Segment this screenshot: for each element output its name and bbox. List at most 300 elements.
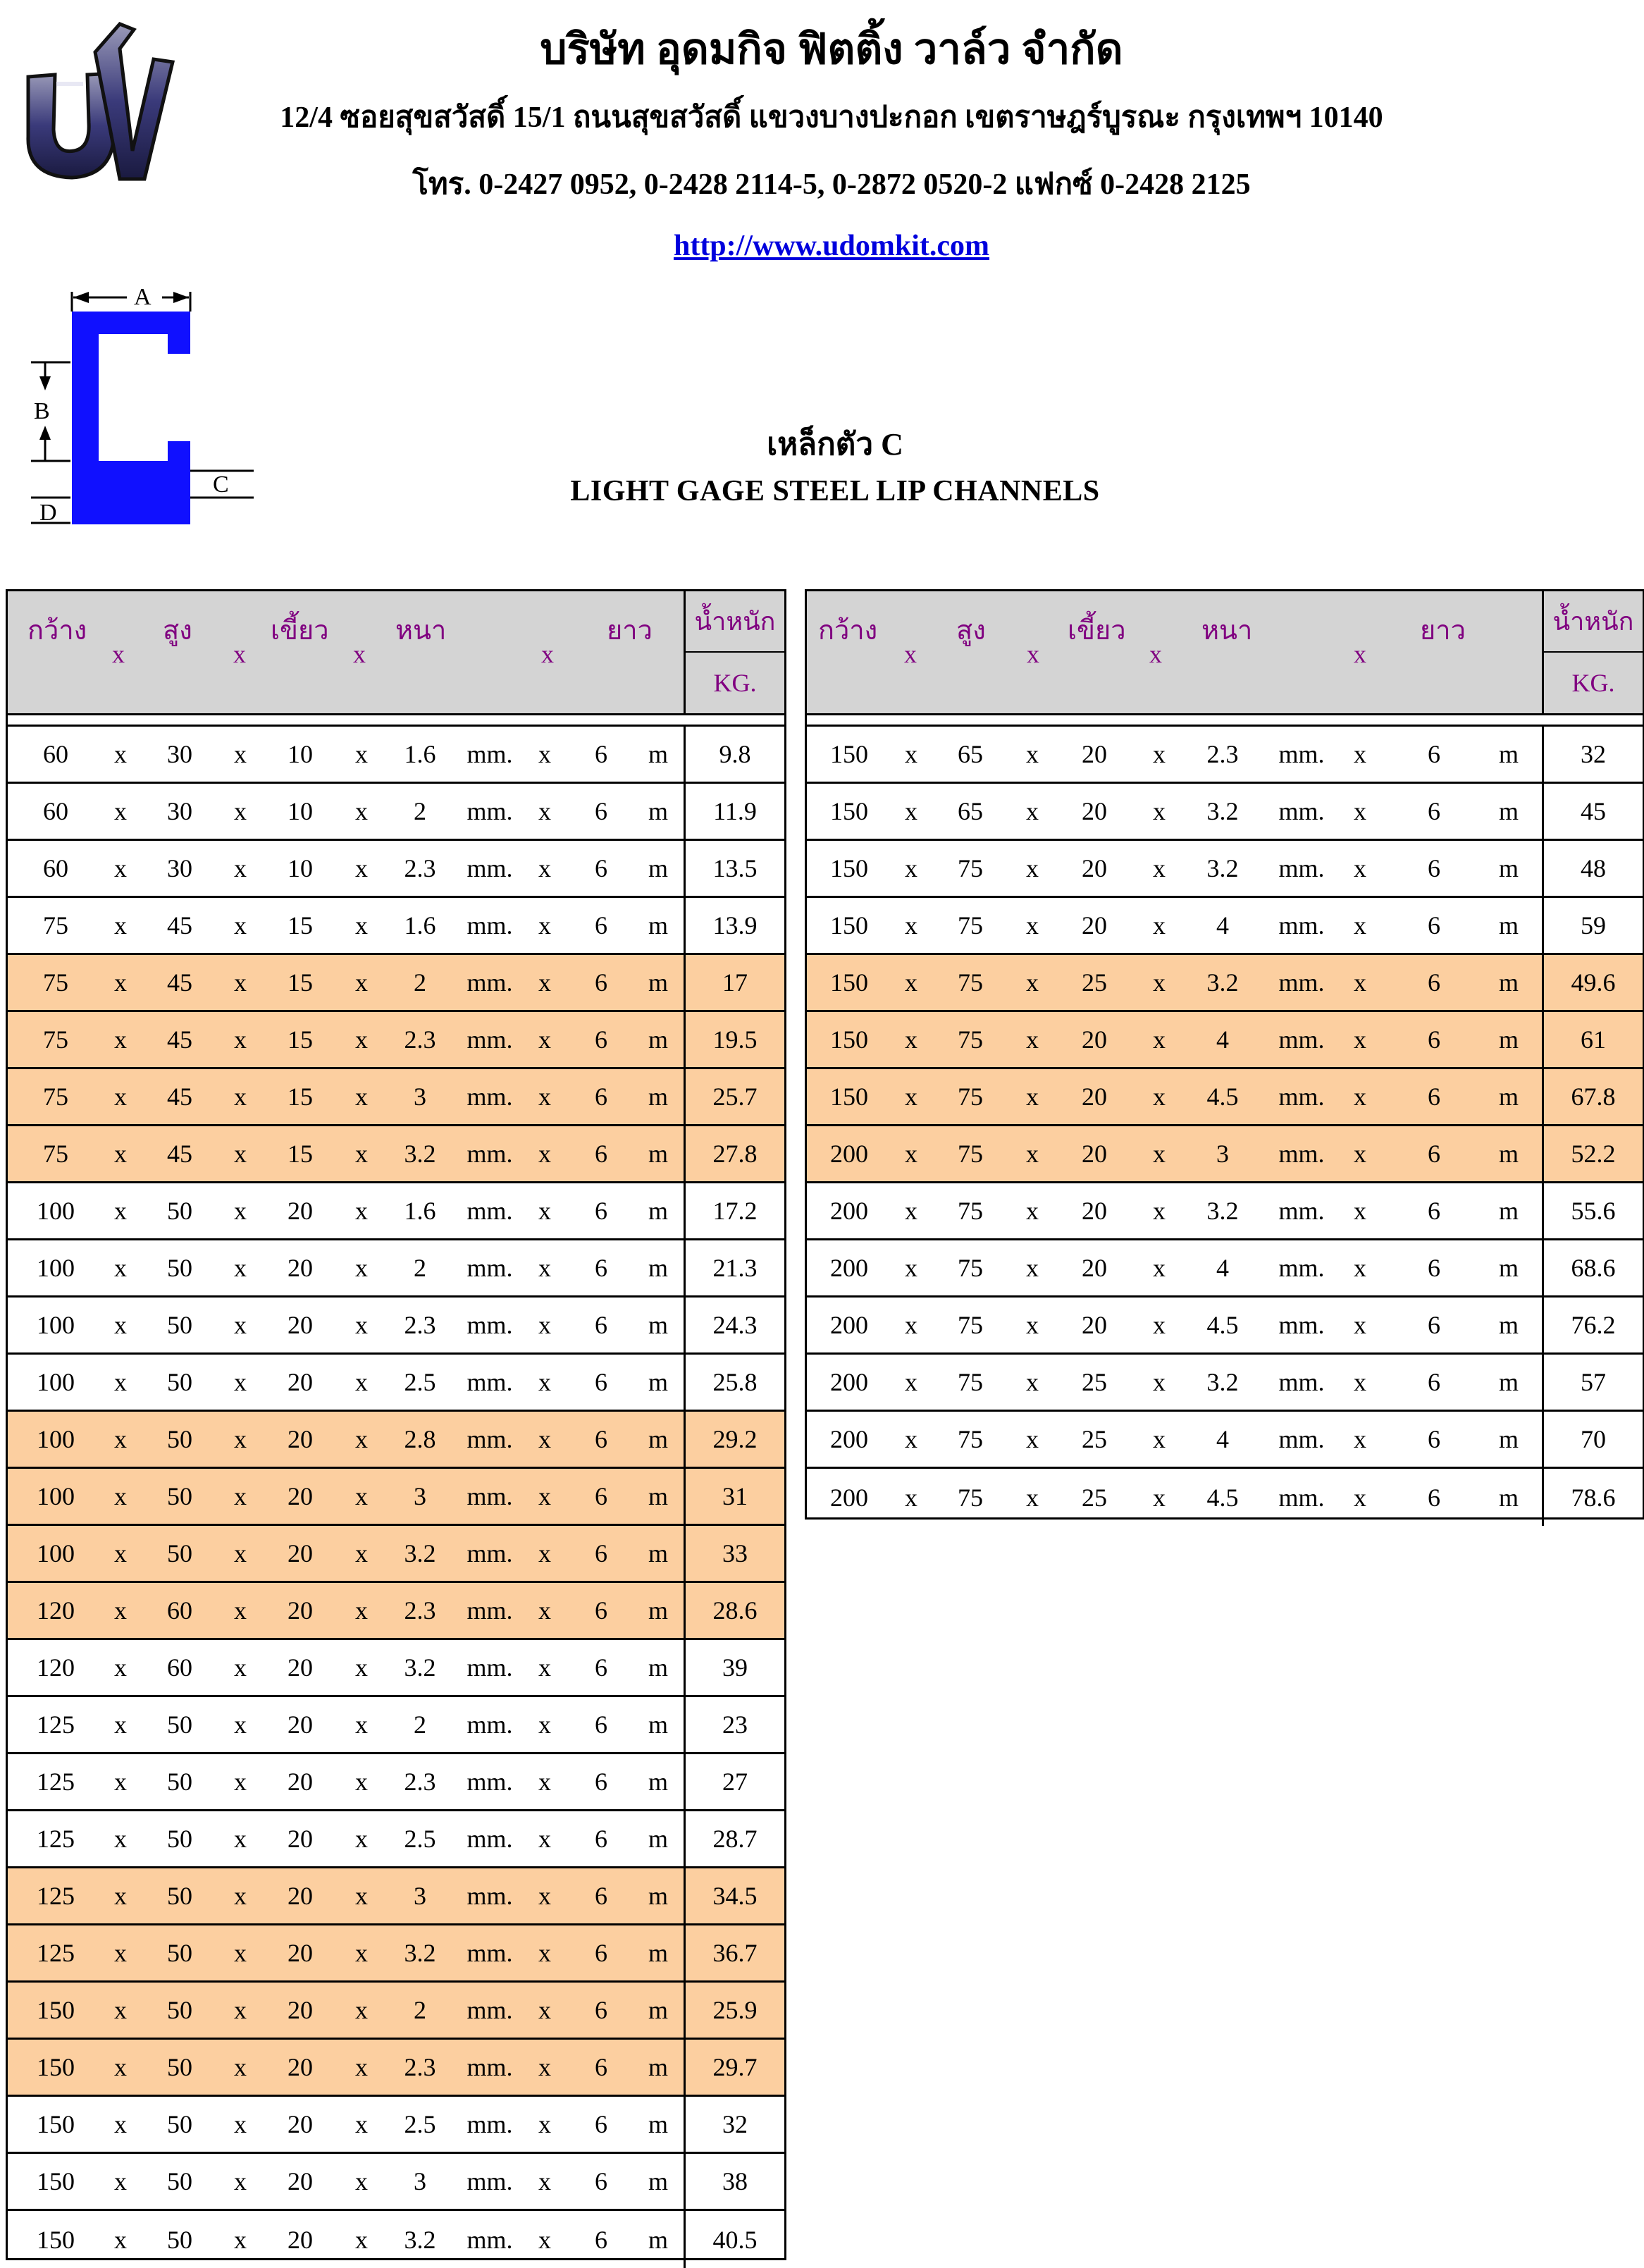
dim-width: 120: [37, 1653, 75, 1682]
unit-m: m: [648, 1996, 669, 2024]
weight-cell: 11.9: [713, 797, 757, 825]
times-sign: x: [538, 1311, 551, 1339]
unit-mm: mm.: [1278, 1368, 1325, 1396]
times-sign: x: [355, 1539, 368, 1567]
weight-cell: 55.6: [1571, 1197, 1616, 1225]
times-sign: x: [234, 1653, 247, 1682]
times-sign: x: [538, 1996, 551, 2024]
times-sign: x: [355, 911, 368, 939]
dim-length: 6: [595, 797, 607, 825]
table-row: [8, 955, 784, 1012]
weight-cell: 52.2: [1571, 1140, 1616, 1168]
dim-length: 6: [595, 1939, 607, 1967]
dim-length: 6: [595, 1996, 607, 2024]
dim-width: 100: [37, 1197, 75, 1225]
dim-lip: 20: [1082, 1311, 1107, 1339]
times-sign: x: [538, 1882, 551, 1910]
dim-height: 45: [167, 1140, 192, 1168]
dim-length: 6: [595, 1768, 607, 1796]
dim-length: 6: [1428, 1311, 1440, 1339]
times-sign: x: [538, 854, 551, 882]
dim-thickness: 3.2: [404, 1939, 436, 1967]
times-sign: x: [234, 797, 247, 825]
dim-thickness: 3.2: [1206, 854, 1239, 882]
times-sign: x: [1354, 1254, 1366, 1282]
times-sign: x: [538, 1368, 551, 1396]
times-sign: x: [114, 1425, 127, 1453]
dim-thickness: 2: [414, 797, 426, 825]
unit-mm: mm.: [466, 854, 513, 882]
times-sign: x: [1354, 1311, 1366, 1339]
unit-mm: mm.: [466, 911, 513, 939]
dim-width: 60: [43, 797, 68, 825]
dim-lip: 20: [288, 2110, 313, 2138]
times-sign: x: [1354, 797, 1366, 825]
unit-mm: mm.: [466, 1368, 513, 1396]
dim-thickness: 3: [414, 1083, 426, 1111]
times-sign: x: [1354, 1083, 1366, 1111]
header-length: ยาว: [607, 616, 653, 646]
dim-length: 6: [595, 1368, 607, 1396]
unit-m: m: [1498, 1425, 1519, 1453]
dim-lip: 25: [1082, 1368, 1107, 1396]
dim-height: 65: [958, 740, 983, 768]
dim-height: 50: [167, 1825, 192, 1853]
table-row: [8, 1983, 784, 2040]
unit-mm: mm.: [466, 968, 513, 997]
dim-width: 100: [37, 1368, 75, 1396]
unit-mm: mm.: [466, 1311, 513, 1339]
table-row: [8, 1183, 784, 1240]
times-sign: x: [355, 2110, 368, 2138]
table-row: [8, 1640, 784, 1697]
dim-length: 6: [1428, 1197, 1440, 1225]
unit-mm: mm.: [466, 1539, 513, 1567]
dim-lip: 15: [288, 911, 313, 939]
label-a: A: [134, 284, 152, 310]
times-sign: x: [355, 2225, 368, 2254]
times-sign: x: [1026, 1254, 1039, 1282]
dim-height: 45: [167, 1083, 192, 1111]
header-x: x: [353, 640, 366, 668]
dim-length: 6: [595, 1482, 607, 1510]
dim-width: 150: [37, 2110, 75, 2138]
dim-length: 6: [595, 2110, 607, 2138]
dim-width: 125: [37, 1882, 75, 1910]
times-sign: x: [234, 1825, 247, 1853]
weight-cell: 29.7: [712, 2053, 758, 2081]
weight-cell: 9.8: [719, 740, 751, 768]
weight-cell: 13.5: [712, 854, 758, 882]
dim-lip: 25: [1082, 1483, 1107, 1512]
times-sign: x: [114, 1083, 127, 1111]
times-sign: x: [114, 2167, 127, 2195]
dim-width: 150: [830, 1025, 868, 1054]
unit-m: m: [1498, 1140, 1519, 1168]
dim-width: 150: [37, 2167, 75, 2195]
header-x: x: [1149, 640, 1162, 668]
unit-m: m: [648, 1768, 669, 1796]
times-sign: x: [234, 1140, 247, 1168]
times-sign: x: [538, 2110, 551, 2138]
dim-height: 75: [958, 1425, 983, 1453]
times-sign: x: [1026, 797, 1039, 825]
unit-m: m: [648, 1482, 669, 1510]
dim-height: 75: [958, 1083, 983, 1111]
dim-height: 45: [167, 911, 192, 939]
unit-mm: mm.: [466, 1083, 513, 1111]
dim-lip: 20: [288, 2167, 313, 2195]
weight-cell: 24.3: [712, 1311, 758, 1339]
spec-table-left: [6, 589, 786, 2260]
dim-width: 200: [830, 1140, 868, 1168]
table-row: [8, 784, 784, 841]
header-lip: เขี้ยว: [271, 616, 329, 646]
weight-cell: 49.6: [1571, 968, 1616, 997]
dim-height: 50: [167, 1482, 192, 1510]
unit-mm: mm.: [1278, 740, 1325, 768]
dim-height: 50: [167, 1197, 192, 1225]
unit-m: m: [648, 2053, 669, 2081]
times-sign: x: [1026, 911, 1039, 939]
dim-width: 100: [37, 1425, 75, 1453]
times-sign: x: [114, 1596, 127, 1625]
dim-length: 6: [1428, 1425, 1440, 1453]
dim-width: 150: [830, 797, 868, 825]
dim-length: 6: [595, 911, 607, 939]
dim-lip: 20: [288, 1996, 313, 2024]
dim-height: 75: [958, 1368, 983, 1396]
table-row: [807, 898, 1643, 955]
dim-lip: 20: [288, 1711, 313, 1739]
unit-mm: mm.: [466, 1653, 513, 1682]
dim-length: 6: [595, 1711, 607, 1739]
times-sign: x: [114, 1711, 127, 1739]
header-lip: เขี้ยว: [1068, 616, 1126, 646]
dim-height: 30: [167, 797, 192, 825]
times-sign: x: [1354, 1368, 1366, 1396]
unit-m: m: [1498, 1083, 1519, 1111]
dim-lip: 15: [288, 1083, 313, 1111]
times-sign: x: [538, 1197, 551, 1225]
dim-thickness: 2.3: [404, 1311, 436, 1339]
dim-thickness: 4: [1216, 1425, 1229, 1453]
dim-length: 6: [1428, 1140, 1440, 1168]
times-sign: x: [114, 1140, 127, 1168]
unit-m: m: [648, 854, 669, 882]
unit-mm: mm.: [1278, 1197, 1325, 1225]
weight-cell: 78.6: [1571, 1483, 1616, 1512]
unit-m: m: [648, 911, 669, 939]
times-sign: x: [114, 1482, 127, 1510]
dim-width: 150: [830, 968, 868, 997]
unit-m: m: [648, 1368, 669, 1396]
weight-cell: 17: [722, 968, 748, 997]
weight-cell: 25.8: [712, 1368, 758, 1396]
dim-lip: 20: [288, 1311, 313, 1339]
table-row: [8, 1126, 784, 1183]
times-sign: x: [355, 1825, 368, 1853]
dim-lip: 20: [1082, 797, 1107, 825]
times-sign: x: [1354, 911, 1366, 939]
header-height: สูง: [163, 616, 192, 646]
table-row: [8, 2211, 784, 2268]
table-row: [8, 2154, 784, 2211]
times-sign: x: [1354, 968, 1366, 997]
table-row: [8, 1868, 784, 1925]
times-sign: x: [355, 1025, 368, 1054]
dim-height: 50: [167, 2110, 192, 2138]
table-row: [807, 955, 1643, 1012]
unit-m: m: [1498, 1311, 1519, 1339]
dim-thickness: 1.6: [404, 740, 436, 768]
times-sign: x: [538, 1825, 551, 1853]
table-row: [8, 1925, 784, 1983]
times-sign: x: [355, 1939, 368, 1967]
times-sign: x: [905, 797, 917, 825]
dim-lip: 20: [1082, 740, 1107, 768]
dim-width: 100: [37, 1539, 75, 1567]
unit-mm: mm.: [466, 2225, 513, 2254]
table-row: [8, 1069, 784, 1126]
unit-mm: mm.: [466, 1140, 513, 1168]
dim-thickness: 3.2: [1206, 968, 1239, 997]
dim-lip: 10: [288, 854, 313, 882]
dim-width: 75: [43, 1140, 68, 1168]
times-sign: x: [905, 1425, 917, 1453]
dim-width: 60: [43, 740, 68, 768]
header-weight: น้ำหนัก: [686, 591, 784, 653]
unit-m: m: [648, 1596, 669, 1625]
times-sign: x: [905, 1254, 917, 1282]
dim-thickness: 3.2: [1206, 1368, 1239, 1396]
weight-cell: 27.8: [712, 1140, 758, 1168]
times-sign: x: [355, 1254, 368, 1282]
company-website-link[interactable]: http://www.udomkit.com: [673, 230, 990, 262]
times-sign: x: [355, 1653, 368, 1682]
dim-length: 6: [595, 1254, 607, 1282]
header-height: สูง: [956, 616, 986, 646]
unit-m: m: [648, 1140, 669, 1168]
times-sign: x: [538, 1596, 551, 1625]
dim-length: 6: [1428, 1483, 1440, 1512]
dim-lip: 25: [1082, 968, 1107, 997]
unit-m: m: [1498, 911, 1519, 939]
dim-length: 6: [1428, 1025, 1440, 1054]
dim-thickness: 3: [1216, 1140, 1229, 1168]
times-sign: x: [114, 1882, 127, 1910]
dim-height: 50: [167, 1368, 192, 1396]
table-row: [807, 1469, 1643, 1526]
unit-m: m: [648, 1539, 669, 1567]
dim-lip: 20: [288, 1539, 313, 1567]
dim-width: 60: [43, 854, 68, 882]
times-sign: x: [355, 1882, 368, 1910]
table-row: [807, 1126, 1643, 1183]
times-sign: x: [905, 911, 917, 939]
dim-thickness: 1.6: [404, 911, 436, 939]
dim-lip: 20: [288, 1368, 313, 1396]
header-thickness: หนา: [1201, 616, 1253, 646]
table-row: [807, 841, 1643, 898]
times-sign: x: [355, 1482, 368, 1510]
header-unit: KG.: [1571, 668, 1615, 697]
unit-m: m: [1498, 968, 1519, 997]
times-sign: x: [234, 1482, 247, 1510]
dim-lip: 20: [1082, 854, 1107, 882]
times-sign: x: [538, 968, 551, 997]
header-width: กว้าง: [818, 616, 878, 646]
table-row: [8, 1754, 784, 1811]
dim-width: 200: [830, 1254, 868, 1282]
unit-mm: mm.: [466, 1254, 513, 1282]
table-row: [8, 1583, 784, 1640]
times-sign: x: [1026, 740, 1039, 768]
times-sign: x: [114, 854, 127, 882]
times-sign: x: [355, 968, 368, 997]
weight-cell: 17.2: [712, 1197, 758, 1225]
dim-thickness: 4: [1216, 1254, 1229, 1282]
unit-m: m: [648, 1882, 669, 1910]
dim-thickness: 2.5: [404, 2110, 436, 2138]
weight-cell: 23: [722, 1711, 748, 1739]
header-unit: KG.: [713, 668, 757, 697]
weight-cell: 28.6: [712, 1596, 758, 1625]
unit-mm: mm.: [466, 1025, 513, 1054]
dim-length: 6: [595, 968, 607, 997]
weight-cell: 31: [722, 1482, 748, 1510]
unit-m: m: [648, 968, 669, 997]
dim-length: 6: [1428, 1254, 1440, 1282]
times-sign: x: [355, 1768, 368, 1796]
dim-lip: 20: [288, 2053, 313, 2081]
times-sign: x: [1026, 968, 1039, 997]
dim-lip: 20: [1082, 1197, 1107, 1225]
times-sign: x: [1026, 1140, 1039, 1168]
times-sign: x: [114, 2053, 127, 2081]
product-title-thai: เหล็กตัว C: [767, 427, 903, 462]
company-name: บริษัท อุดมกิจ ฟิตติ้ง วาล์ว จำกัด: [540, 26, 1123, 73]
unit-mm: mm.: [1278, 1083, 1325, 1111]
label-b: B: [34, 398, 50, 424]
table-row: [807, 1355, 1643, 1412]
dim-width: 150: [37, 2053, 75, 2081]
unit-mm: mm.: [466, 1939, 513, 1967]
unit-mm: mm.: [1278, 854, 1325, 882]
unit-m: m: [648, 1825, 669, 1853]
dim-height: 75: [958, 911, 983, 939]
dim-width: 200: [830, 1483, 868, 1512]
times-sign: x: [538, 1768, 551, 1796]
weight-cell: 21.3: [712, 1254, 758, 1282]
dim-length: 6: [595, 1882, 607, 1910]
dim-width: 100: [37, 1311, 75, 1339]
dim-thickness: 2.3: [1206, 740, 1239, 768]
unit-m: m: [648, 1083, 669, 1111]
unit-mm: mm.: [466, 1711, 513, 1739]
dim-width: 200: [830, 1425, 868, 1453]
unit-mm: mm.: [1278, 911, 1325, 939]
dim-lip: 20: [288, 1482, 313, 1510]
dim-thickness: 3.2: [404, 2225, 436, 2254]
company-phone: โทร. 0-2427 0952, 0-2428 2114-5, 0-2872 0520-2 แฟกซ์ 0-2428 2125: [412, 168, 1251, 201]
times-sign: x: [114, 1368, 127, 1396]
dim-height: 45: [167, 1025, 192, 1054]
times-sign: x: [1354, 1140, 1366, 1168]
unit-m: m: [648, 1653, 669, 1682]
times-sign: x: [234, 1368, 247, 1396]
times-sign: x: [114, 1311, 127, 1339]
times-sign: x: [1153, 1083, 1166, 1111]
table-row: [807, 1298, 1643, 1355]
times-sign: x: [355, 1996, 368, 2024]
dim-width: 100: [37, 1482, 75, 1510]
dim-length: 6: [595, 1197, 607, 1225]
weight-cell: 32: [1581, 740, 1606, 768]
dim-length: 6: [595, 1825, 607, 1853]
times-sign: x: [234, 968, 247, 997]
product-title-english: LIGHT GAGE STEEL LIP CHANNELS: [570, 475, 1100, 507]
dim-height: 50: [167, 1882, 192, 1910]
times-sign: x: [355, 1083, 368, 1111]
header-x: x: [541, 640, 554, 668]
dim-width: 150: [37, 2225, 75, 2254]
dim-thickness: 3: [414, 1882, 426, 1910]
weight-cell: 33: [722, 1539, 748, 1567]
times-sign: x: [355, 1311, 368, 1339]
times-sign: x: [114, 1539, 127, 1567]
dim-lip: 10: [288, 797, 313, 825]
unit-m: m: [648, 1254, 669, 1282]
dim-thickness: 2.3: [404, 2053, 436, 2081]
times-sign: x: [114, 1025, 127, 1054]
unit-m: m: [1498, 1483, 1519, 1512]
times-sign: x: [1354, 740, 1366, 768]
dim-thickness: 2.3: [404, 1768, 436, 1796]
table-row: [807, 1412, 1643, 1469]
weight-cell: 13.9: [712, 911, 758, 939]
unit-mm: mm.: [1278, 968, 1325, 997]
times-sign: x: [234, 1939, 247, 1967]
unit-mm: mm.: [466, 1425, 513, 1453]
times-sign: x: [905, 1483, 917, 1512]
times-sign: x: [114, 1254, 127, 1282]
dim-width: 125: [37, 1825, 75, 1853]
times-sign: x: [905, 1140, 917, 1168]
unit-mm: mm.: [466, 1197, 513, 1225]
times-sign: x: [234, 1083, 247, 1111]
times-sign: x: [1153, 1140, 1166, 1168]
dim-thickness: 3.2: [404, 1140, 436, 1168]
times-sign: x: [355, 797, 368, 825]
dim-length: 6: [1428, 854, 1440, 882]
weight-cell: 28.7: [712, 1825, 758, 1853]
unit-mm: mm.: [1278, 1425, 1325, 1453]
times-sign: x: [1026, 1311, 1039, 1339]
weight-cell: 67.8: [1571, 1083, 1616, 1111]
weight-cell: 34.5: [712, 1882, 758, 1910]
dim-thickness: 3.2: [1206, 797, 1239, 825]
unit-mm: mm.: [466, 1825, 513, 1853]
weight-cell: 32: [722, 2110, 748, 2138]
dim-lip: 20: [288, 1768, 313, 1796]
times-sign: x: [538, 1254, 551, 1282]
dim-width: 200: [830, 1368, 868, 1396]
dim-length: 6: [1428, 911, 1440, 939]
unit-mm: mm.: [466, 1882, 513, 1910]
dim-thickness: 4: [1216, 911, 1229, 939]
times-sign: x: [355, 1197, 368, 1225]
